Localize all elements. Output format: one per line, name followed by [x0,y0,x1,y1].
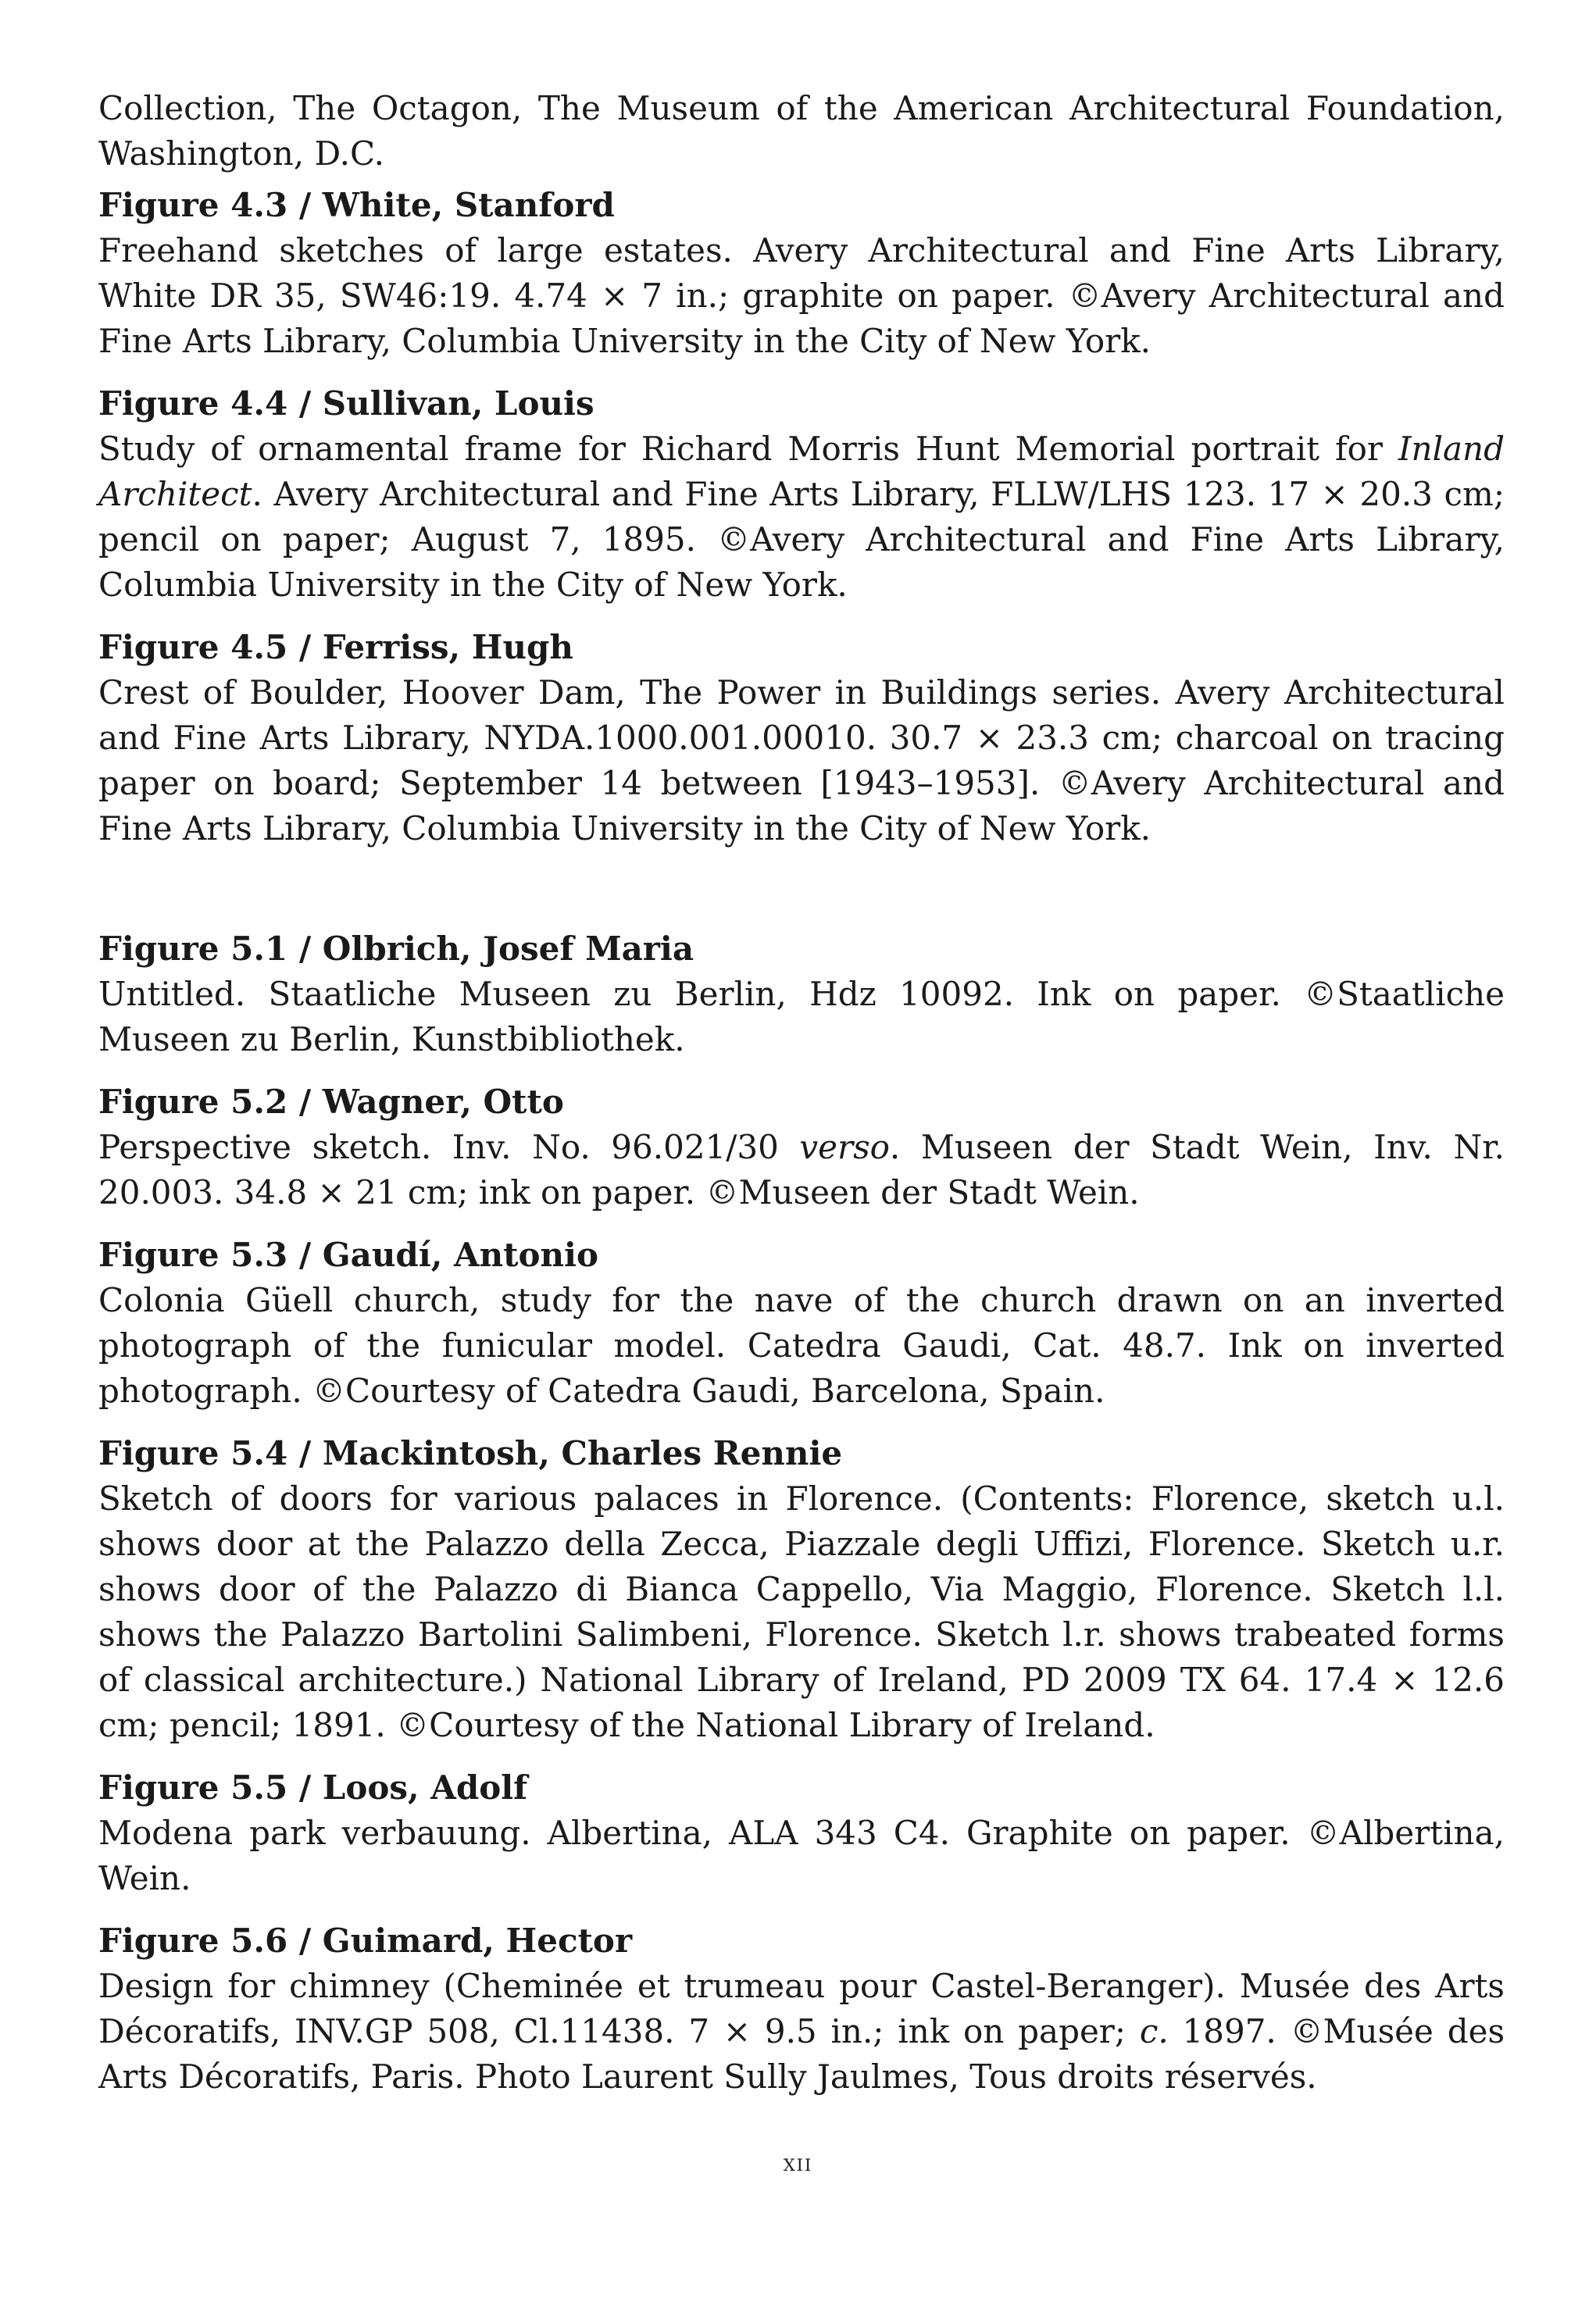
description-text: Perspective sketch. Inv. No. 96.021/30 [98,1128,800,1166]
figure-heading: Figure 5.3 / Gaudí, Antonio [98,1236,599,1274]
description-italic: Inland Architect [98,430,1505,513]
figure-heading: Figure 4.5 / Ferriss, Hugh [98,628,573,666]
figure-description: Freehand sketches of large estates. Avery Architectural and Fine Arts Library, White DR 35, SW46:19. 4.74 × 7 in.; graphite on paper. ©Avery Architectural and Fine Arts Library, Columbia University in the City of New York. [98,231,1505,360]
figure-description: Modena park verbauung. Albertina, ALA 343 C4. Graphite on paper. ©Albertina, Wein. [98,1814,1505,1897]
figure-description: Colonia Güell church, study for the nave of the church drawn on an inverted photograph of the funicular model. Catedra Gaudi, Cat. 48.7. Ink on inverted photograph. ©Courtesy of Catedra Gaudi, Barcelona, Spain. [98,1281,1505,1410]
figure-description: Untitled. Staatliche Museen zu Berlin, Hdz 10092. Ink on paper. ©Staatliche Museen zu Berlin, Kunstbibliothek. [98,975,1505,1058]
figure-description [98,1964,1505,2100]
description-italic: verso [799,1128,890,1166]
description-text: . Avery Architectural and Fine Arts Library, FLLW/LHS 123. 17 × 20.3 cm; pencil on paper; August 7, 1895. ©Avery Architectural and Fine Arts Library, Columbia University in the City of New York. [98,475,1505,604]
description-text: Study of ornamental frame for Richard Morris Hunt Memorial portrait for [98,430,1398,468]
figure-heading: Figure 5.4 / Mackintosh, Charles Rennie [98,1434,843,1472]
figure-heading: Figure 5.2 / Wagner, Otto [98,1083,564,1121]
page-content [98,86,1505,2100]
description-text: 1897. ©Musée des Arts Décoratifs, Paris. Photo Laurent Sully Jaulmes, Tous droits réservés. [98,2012,1505,2096]
description-italic: c. [1139,2012,1169,2050]
figure-entry-4-4 [98,381,1505,608]
figure-entry-5-3 [98,1233,1505,1414]
page-number: xii [783,2150,813,2177]
figure-entry-5-1 [98,926,1505,1062]
figure-entry-4-3 [98,183,1505,364]
figure-heading: Figure 4.3 / White, Stanford [98,186,615,224]
figure-heading: Figure 4.4 / Sullivan, Louis [98,384,594,423]
figure-description [98,1125,1505,1215]
figure-entry-4-5 [98,625,1505,851]
figure-heading: Figure 5.6 / Guimard, Hector [98,1922,633,1960]
figure-entry-5-5 [98,1765,1505,1901]
figure-heading: Figure 5.1 / Olbrich, Josef Maria [98,930,694,968]
figure-entry-5-6 [98,1918,1505,2100]
figure-heading: Figure 5.5 / Loos, Adolf [98,1768,528,1807]
figure-entry-5-4 [98,1431,1505,1748]
description-text: Design for chimney (Cheminée et trumeau pour Castel-Beranger). Musée des Arts Décoratifs, INV.GP 508, Cl.11438. 7 × 9.5 in.; ink on paper; [98,1967,1505,2050]
figure-description [98,426,1505,608]
figure-entry-5-2 [98,1079,1505,1215]
intro-paragraph: Collection, The Octagon, The Museum of the American Architectural Foundation, Washington, D.C. [98,89,1505,173]
figure-description: Sketch of doors for various palaces in Florence. (Contents: Florence, sketch u.l. shows door at the Palazzo della Zecca, Piazzale degli Uffizi, Florence. Sketch u.r. shows door of the Palazzo di Bianca Cappello, Via Maggio, Florence. Sketch l.l. shows the Palazzo Bartolini Salimbeni, Florence. Sketch l.r. shows trabeated forms of classical architecture.) National Library of Ireland, PD 2009 TX 64. 17.4 × 12.6 cm; pencil; 1891. ©Courtesy of the National Library of Ireland. [98,1479,1505,1744]
figure-description: Crest of Boulder, Hoover Dam, The Power in Buildings series. Avery Architectural and Fine Arts Library, NYDA.1000.001.00010. 30.7 × 23.3 cm; charcoal on tracing paper on board; September 14 between [1943–1953]. ©Avery Architectural and Fine Arts Library, Columbia University in the City of New York. [98,673,1505,848]
description-text: . Museen der Stadt Wein, Inv. Nr. 20.003. 34.8 × 21 cm; ink on paper. ©Museen der Stadt Wein. [98,1128,1505,1212]
